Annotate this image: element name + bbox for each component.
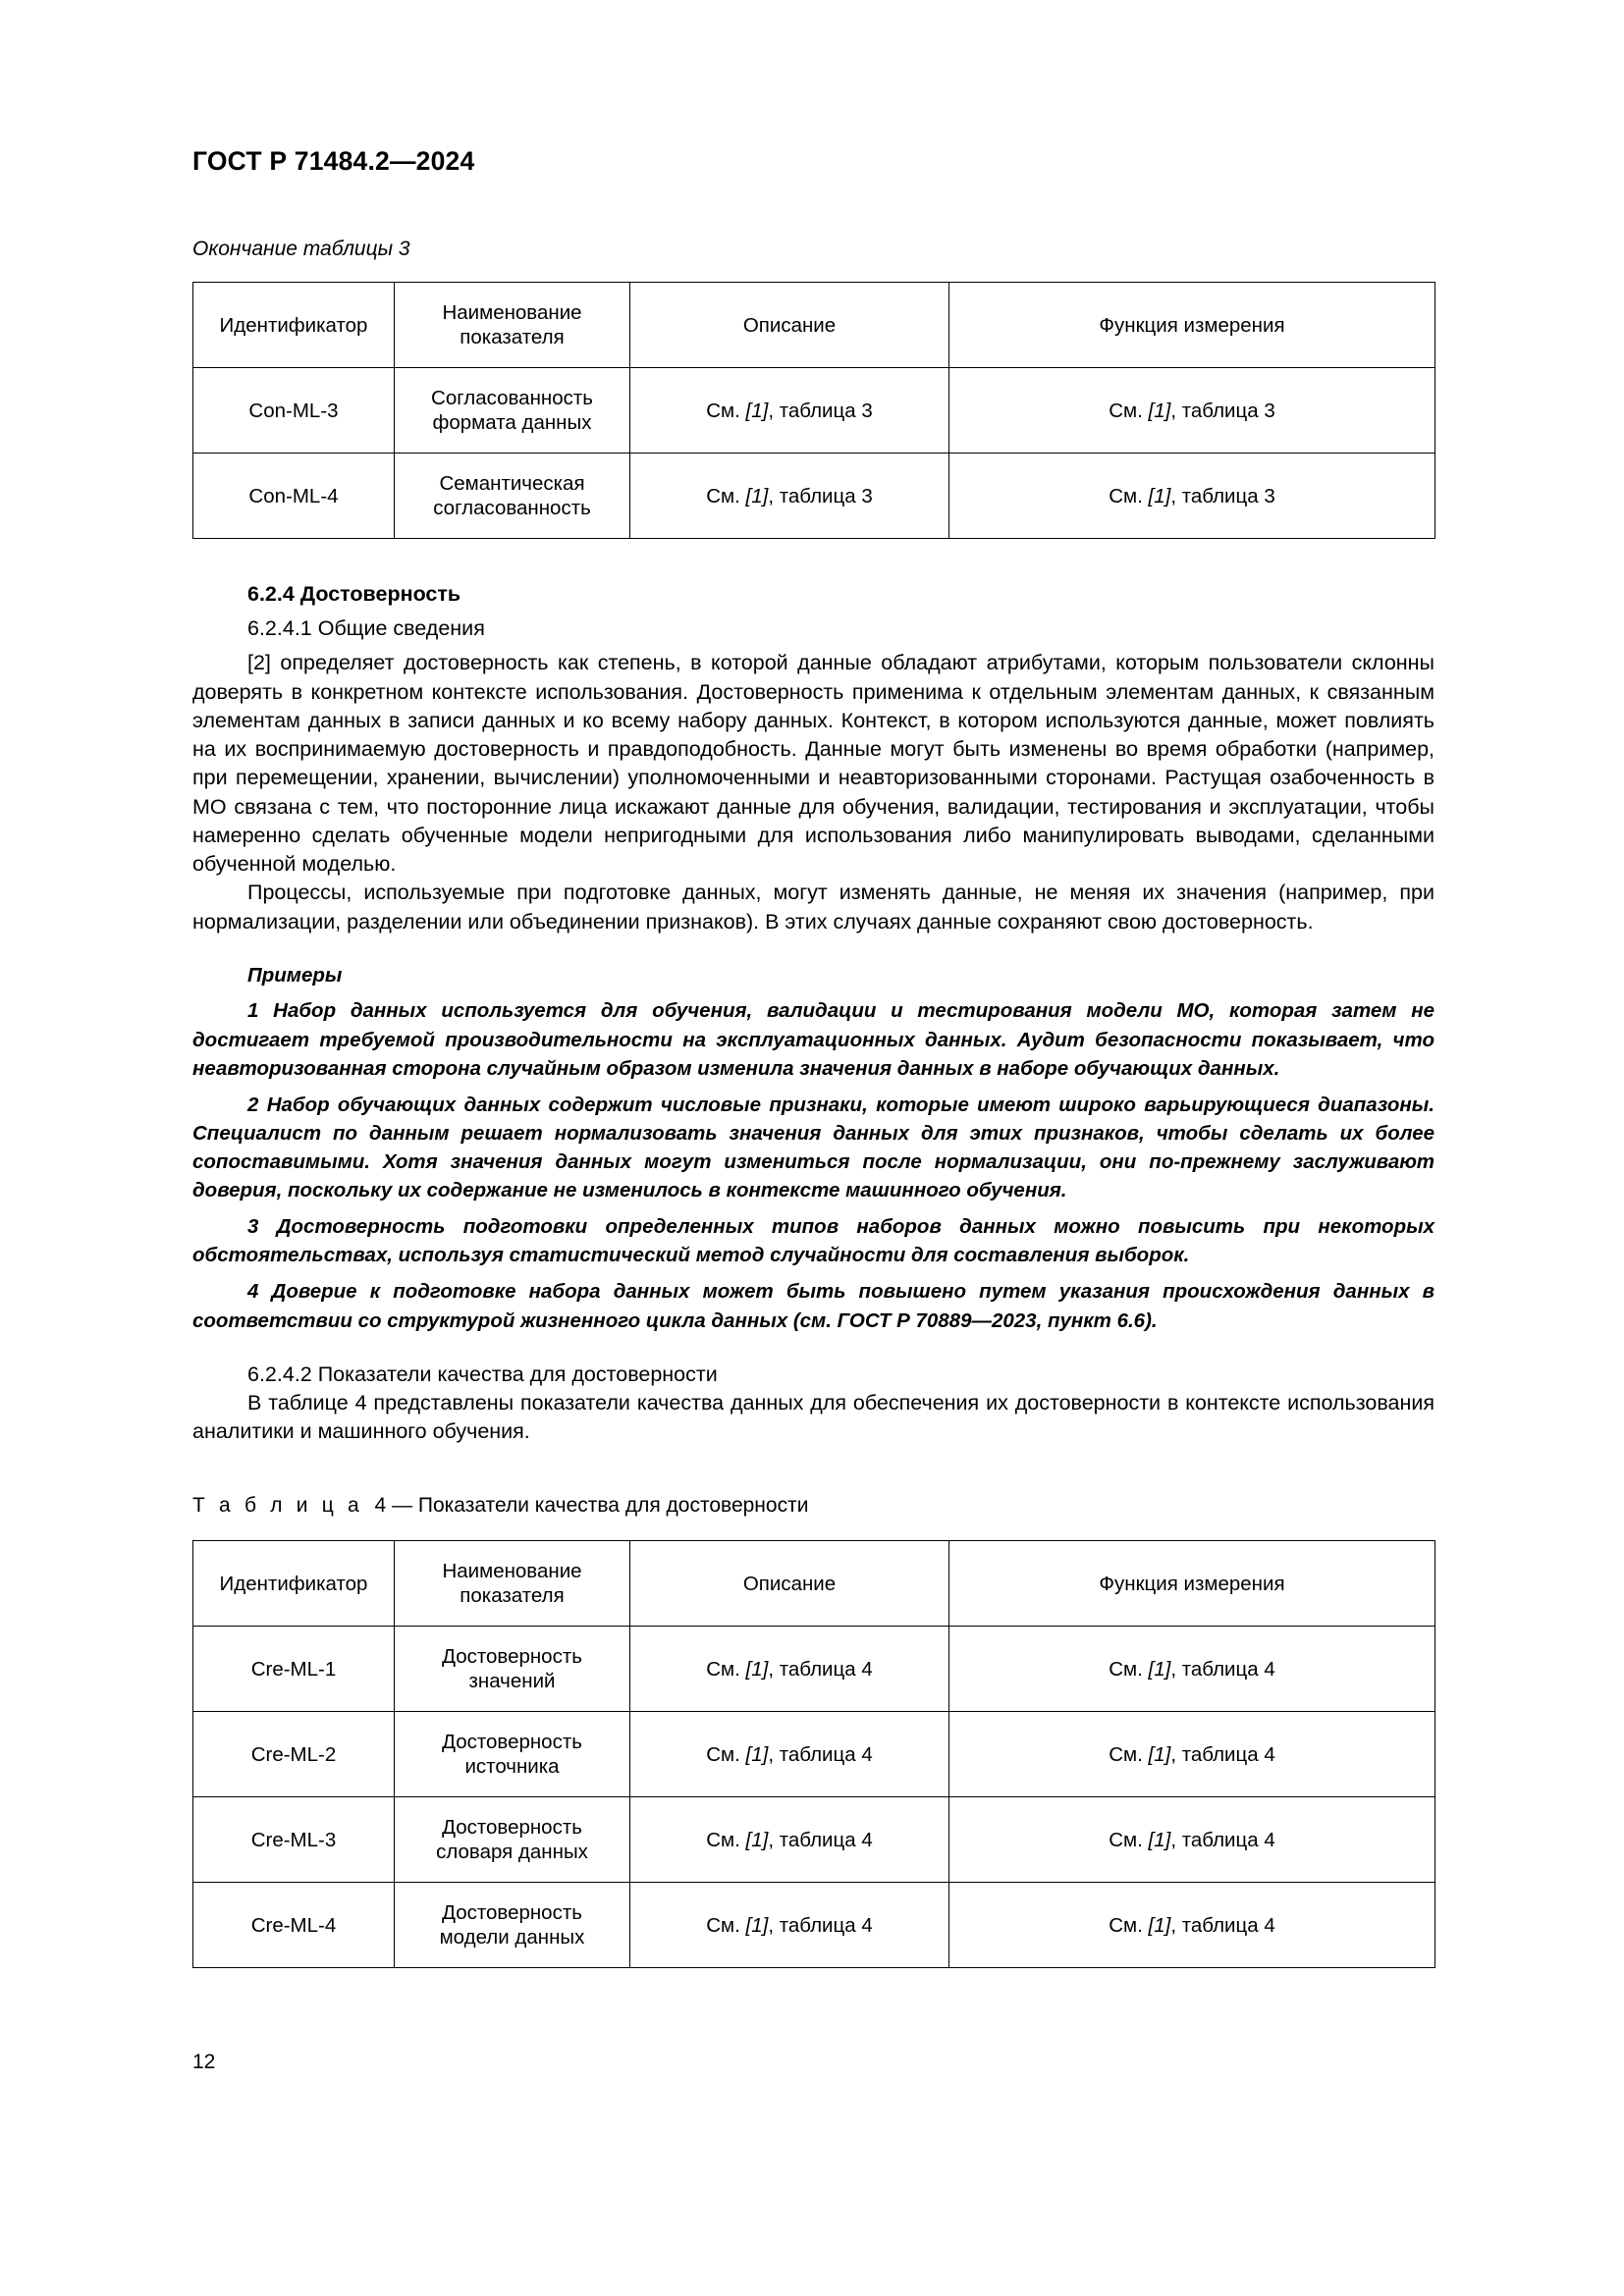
table4-col-description-label: Описание <box>742 1572 837 1595</box>
table4-row2-function <box>949 1797 1435 1883</box>
heading-6-2-4-1: 6.2.4.1 Общие сведения <box>247 616 485 641</box>
table-row <box>193 1883 1435 1968</box>
table4-row2-function-ref: [1] <box>1148 1828 1171 1851</box>
table4-row0-description <box>630 1627 949 1712</box>
table3-row0-function-suffix: , таблица 3 <box>1170 399 1275 422</box>
table4-row0-function-ref: [1] <box>1148 1657 1171 1681</box>
table4-row1-function-suffix: , таблица 4 <box>1170 1742 1275 1766</box>
table4-caption-number: 4 <box>374 1494 387 1518</box>
table3-row1-function <box>949 454 1435 539</box>
table3-row1-id: Con-ML-4 <box>193 454 395 539</box>
table4-row2-function-prefix: См. <box>1109 1828 1149 1851</box>
table4-col-identifier-label: Идентификатор <box>219 1572 368 1595</box>
table-row <box>193 1797 1435 1883</box>
table3-row0-description-suffix: , таблица 3 <box>768 399 873 422</box>
table4-col-description <box>630 1541 949 1627</box>
table4-row3-description-prefix: См. <box>706 1913 746 1937</box>
table3-row1-function-suffix: , таблица 3 <box>1170 484 1275 507</box>
heading-6-2-4-2: 6.2.4.2 Показатели качества для достоверности <box>247 1362 718 1386</box>
table3-row0-name-line2: формата данных <box>432 411 592 435</box>
table4-row1-description <box>630 1712 949 1797</box>
table4-row2-name <box>395 1797 630 1883</box>
table3-col-measurement-function <box>949 283 1435 368</box>
table4-row2-description-suffix: , таблица 4 <box>768 1828 873 1851</box>
table4-row2-name-line2: словаря данных <box>436 1841 588 1864</box>
table3-row0-description-prefix: См. <box>706 399 746 422</box>
table4-row0-description-prefix: См. <box>706 1657 746 1681</box>
paragraph-preparation-processes: Процессы, используемые при подготовке данных, могут изменять данные, не меняя их значения (например, при нормализации, разделении или объединении признаков). В этих случаях данные сохраняют свою достоверность. <box>192 881 1435 934</box>
page-content <box>192 0 1435 1968</box>
table3-col-measurement-function-label: Функция измерения <box>1099 313 1285 337</box>
table4-col-measurement-function-label: Функция измерения <box>1099 1572 1285 1595</box>
table3-col-description <box>630 283 949 368</box>
table4-row0-description-ref: [1] <box>745 1657 769 1681</box>
table4-row3-description-ref: [1] <box>745 1913 769 1937</box>
table3-col-indicator-name-line1: Наименование <box>442 301 582 325</box>
table3-col-indicator-name-line2: показателя <box>460 326 565 349</box>
table-row <box>193 1712 1435 1797</box>
table4-row0-name-line2: значений <box>468 1670 556 1693</box>
table4-row0-description-suffix: , таблица 4 <box>768 1657 873 1681</box>
examples-heading: Примеры <box>247 963 343 987</box>
table4-row2-description-prefix: См. <box>706 1828 746 1851</box>
table3-row1-function-ref: [1] <box>1148 484 1171 507</box>
table4-row1-description-suffix: , таблица 4 <box>768 1742 873 1766</box>
table4-row3-function <box>949 1883 1435 1968</box>
table4-row3-function-prefix: См. <box>1109 1913 1149 1937</box>
table3-row0-function-ref: [1] <box>1148 399 1171 422</box>
table4-row3-description-suffix: , таблица 4 <box>768 1913 873 1937</box>
example-4: 4 Доверие к подготовке набора данных может быть повышено путем указания происхождения данных в соответствии со структурой жизненного цикла данных (см. ГОСТ Р 70889—2023, пункт 6.6). <box>192 1280 1435 1332</box>
table4-col-identifier <box>193 1541 395 1627</box>
table4-row0-name <box>395 1627 630 1712</box>
table4-row3-name <box>395 1883 630 1968</box>
table3-row1-description-suffix: , таблица 3 <box>768 484 873 507</box>
table3 <box>192 282 1435 539</box>
table4-row1-description-prefix: См. <box>706 1742 746 1766</box>
table4-row2-description-ref: [1] <box>745 1828 769 1851</box>
table4-col-indicator-name-line1: Наименование <box>442 1560 582 1583</box>
table4-row0-function-prefix: См. <box>1109 1657 1149 1681</box>
table3-row0-function-prefix: См. <box>1109 399 1149 422</box>
table-row <box>193 454 1435 539</box>
table4-header-row <box>193 1541 1435 1627</box>
table4-row0-name-line1: Достоверность <box>442 1645 582 1669</box>
table3-col-identifier-label: Идентификатор <box>219 313 368 337</box>
table3-row1-name-line2: согласованность <box>433 497 591 520</box>
table3-caption: Окончание таблицы 3 <box>192 238 410 261</box>
table3-row1-description-ref: [1] <box>745 484 769 507</box>
example-2: 2 Набор обучающих данных содержит числовые признаки, которые имеют широко варьирующиеся диапазоны. Специалист по данным решает нормализовать значения данных для этих признаков, чтобы сделать их более сопоставимыми. Хотя значения данных могут измениться после нормализации, они по-прежнему заслуживают доверия, поскольку их содержание не изменилось в контексте машинного обучения. <box>192 1093 1435 1202</box>
table3-row1-description-prefix: См. <box>706 484 746 507</box>
table3-row0-id: Con-ML-3 <box>193 368 395 454</box>
table4-row2-function-suffix: , таблица 4 <box>1170 1828 1275 1851</box>
table4-row3-id: Cre-ML-4 <box>193 1883 395 1968</box>
table-row <box>193 368 1435 454</box>
table3-col-description-label: Описание <box>742 313 837 337</box>
table4-row2-name-line1: Достоверность <box>442 1816 582 1840</box>
table3-col-indicator-name <box>395 283 630 368</box>
table4-col-measurement-function <box>949 1541 1435 1627</box>
table4-row0-function <box>949 1627 1435 1712</box>
table4-col-indicator-name <box>395 1541 630 1627</box>
table3-row0-description <box>630 368 949 454</box>
table3-row0-function <box>949 368 1435 454</box>
heading-6-2-4: 6.2.4 Достоверность <box>247 582 461 607</box>
running-header-standard-title: ГОСТ Р 71484.2—2024 <box>192 146 475 176</box>
table4 <box>192 1540 1435 1968</box>
table4-row1-name-line2: источника <box>464 1755 560 1779</box>
table4-row3-name-line1: Достоверность <box>442 1901 582 1925</box>
table4-row1-description-ref: [1] <box>745 1742 769 1766</box>
table3-row1-function-prefix: См. <box>1109 484 1149 507</box>
table3-row1-description <box>630 454 949 539</box>
table4-row3-function-suffix: , таблица 4 <box>1170 1913 1275 1937</box>
table4-row0-id: Cre-ML-1 <box>193 1627 395 1712</box>
page-number: 12 <box>192 2051 216 2073</box>
table4-row1-function <box>949 1712 1435 1797</box>
example-3: 3 Достоверность подготовки определенных типов наборов данных можно повысить при некоторых обстоятельствах, используя статистический метод случайности для составления выборок. <box>192 1215 1435 1267</box>
paragraph-table4-intro: В таблице 4 представлены показатели качества данных для обеспечения их достоверности в контексте использования аналитики и машинного обучения. <box>192 1390 1435 1443</box>
table4-caption-title: — Показатели качества для достоверности <box>392 1494 809 1518</box>
table4-row1-name <box>395 1712 630 1797</box>
table4-caption <box>192 1493 1435 1519</box>
table4-row2-description <box>630 1797 949 1883</box>
table4-row1-name-line1: Достоверность <box>442 1731 582 1754</box>
table3-row0-name <box>395 368 630 454</box>
example-1: 1 Набор данных используется для обучения, валидации и тестирования модели МО, которая затем не достигает требуемой производительности на эксплуатационных данных. Аудит безопасности показывает, что неавторизованная сторона случайным образом изменила значения данных в наборе обучающих данных. <box>192 999 1435 1080</box>
table4-row0-function-suffix: , таблица 4 <box>1170 1657 1275 1681</box>
table3-row1-name-line1: Семантическая <box>439 472 585 496</box>
table3-header-row <box>193 283 1435 368</box>
table3-row0-name-line1: Согласованность <box>431 387 593 410</box>
table4-row2-id: Cre-ML-3 <box>193 1797 395 1883</box>
table3-row1-name <box>395 454 630 539</box>
paragraph-general-information: [2] определяет достоверность как степень, в которой данные обладают атрибутами, которым пользователи склонны доверять в конкретном контексте использования. Достоверность применима к отдельным элементам данных, к связанным элементам данных в записи данных и ко всему набору данных. Контекст, в котором используются данные, может повлиять на их воспринимаемую достоверность и правдоподобность. Данные могут быть изменены во время обработки (например, при перемещении, хранении, вычислении) уполномоченными и неавторизованными сторонами. Растущая озабоченность в МО связана с тем, что посторонние лица искажают данные для обучения, валидации, тестирования и эксплуатации, чтобы намеренно сделать обученные модели непригодными для использования либо манипулировать выводами, сделанными обученной моделью. <box>192 651 1435 877</box>
table-row <box>193 1627 1435 1712</box>
table4-row3-name-line2: модели данных <box>439 1926 585 1949</box>
table3-row0-description-ref: [1] <box>745 399 769 422</box>
table4-row1-function-prefix: См. <box>1109 1742 1149 1766</box>
table4-row3-function-ref: [1] <box>1148 1913 1171 1937</box>
table4-col-indicator-name-line2: показателя <box>460 1584 565 1608</box>
table4-row1-function-ref: [1] <box>1148 1742 1171 1766</box>
table3-col-identifier <box>193 283 395 368</box>
table4-row1-id: Cre-ML-2 <box>193 1712 395 1797</box>
table4-row3-description <box>630 1883 949 1968</box>
table4-caption-label: Т а б л и ц а <box>192 1494 363 1518</box>
